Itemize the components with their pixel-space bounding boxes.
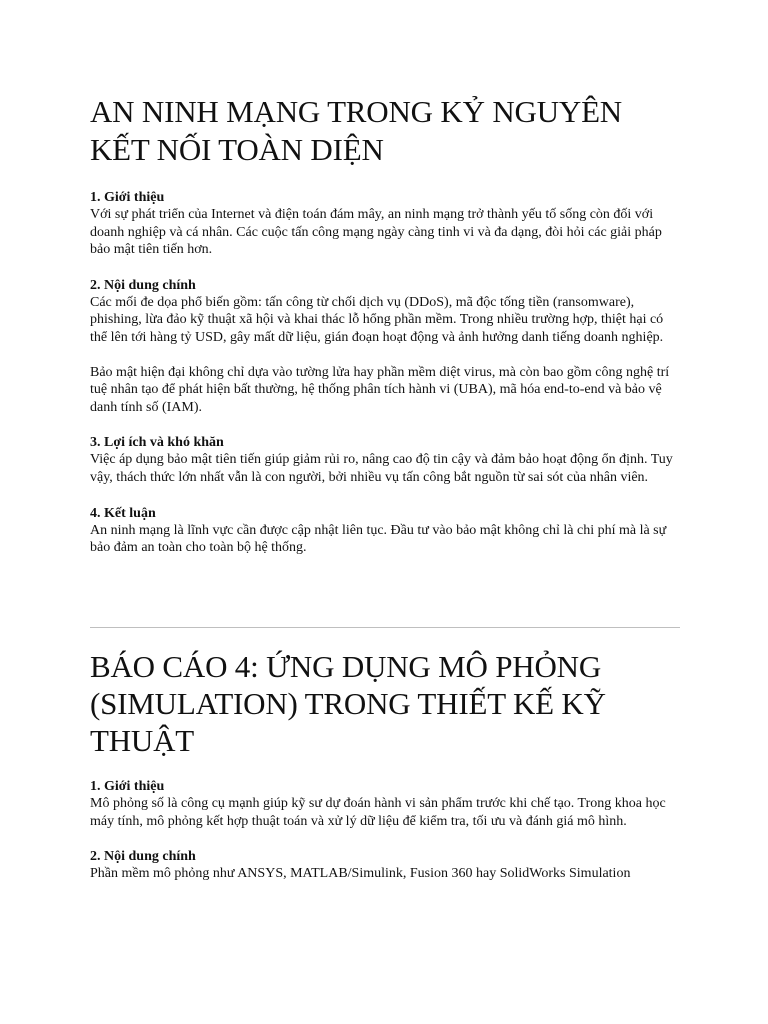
section-paragraph: Bảo mật hiện đại không chỉ dựa vào tường lửa hay phần mềm diệt virus, mà còn bao gồm công nghệ trí tuệ nhân tạo để phát hiện bất thường, hệ thống phân tích hành vi (UBA), mã hóa end-to-end và bảo vệ danh tính số (IAM).	[90, 364, 670, 415]
section-paragraph: Các mối đe dọa phổ biến gồm: tấn công từ chối dịch vụ (DDoS), mã độc tống tiền (ransomware), phishing, lừa đảo kỹ thuật xã hội và khai thác lỗ hổng phần mềm. Trong nhiều trường hợp, thiệt hại có thể lên tới hàng tỷ USD, gây mất dữ liệu, gián đoạn hoạt động và ảnh hưởng danh tiếng doanh nghiệp.	[90, 294, 664, 345]
section-heading: 4. Kết luận	[90, 505, 156, 521]
section-paragraph: Mô phỏng số là công cụ mạnh giúp kỹ sư dự đoán hành vi sản phẩm trước khi chế tạo. Trong khoa học máy tính, mô phỏng kết hợp thuật toán và xử lý dữ liệu để kiểm tra, tối ưu và đánh giá mô hình.	[90, 796, 666, 829]
section-conclusion	[90, 505, 682, 557]
section-heading: 1. Giới thiệu	[90, 779, 165, 794]
section-paragraph: An ninh mạng là lĩnh vực cần được cập nhật liên tục. Đầu tư vào bảo mật không chỉ là chi phí mà là sự bảo đảm an toàn cho toàn bộ hệ thống.	[90, 522, 667, 556]
report-simulation	[90, 648, 682, 883]
section-benefits	[90, 434, 682, 486]
report-title: AN NINH MẠNG TRONG KỶ NGUYÊN KẾT NỐI TOÀN DIỆN	[90, 94, 622, 167]
section-main-content	[90, 277, 682, 417]
report-title: BÁO CÁO 4: ỨNG DỤNG MÔ PHỎNG (SIMULATION) TRONG THIẾT KẾ KỸ THUẬT	[90, 649, 606, 758]
report-divider	[90, 627, 680, 628]
section-paragraph: Việc áp dụng bảo mật tiên tiến giúp giảm rủi ro, nâng cao độ tin cậy và đảm bảo hoạt động ổn định. Tuy vậy, thách thức lớn nhất vẫn là con người, bởi nhiều vụ tấn công bắt nguồn từ sai sót của nhân viên.	[90, 452, 673, 485]
section-paragraph: Với sự phát triển của Internet và điện toán đám mây, an ninh mạng trở thành yếu tố sống còn đối với doanh nghiệp và cá nhân. Các cuộc tấn công mạng ngày càng tinh vi và đa dạng, đòi hỏi các giải pháp bảo mật tiên tiến hơn.	[90, 207, 662, 258]
section-paragraph: Phần mềm mô phỏng như ANSYS, MATLAB/Simulink, Fusion 360 hay SolidWorks Simulation	[90, 866, 631, 882]
report-cybersecurity	[90, 93, 682, 557]
section-intro	[90, 189, 682, 259]
section-intro	[90, 778, 682, 830]
section-heading: 3. Lợi ích và khó khăn	[90, 435, 224, 451]
section-heading: 1. Giới thiệu	[90, 190, 165, 205]
section-heading: 2. Nội dung chính	[90, 277, 196, 293]
section-main-content	[90, 848, 682, 883]
section-heading: 2. Nội dung chính	[90, 849, 196, 865]
